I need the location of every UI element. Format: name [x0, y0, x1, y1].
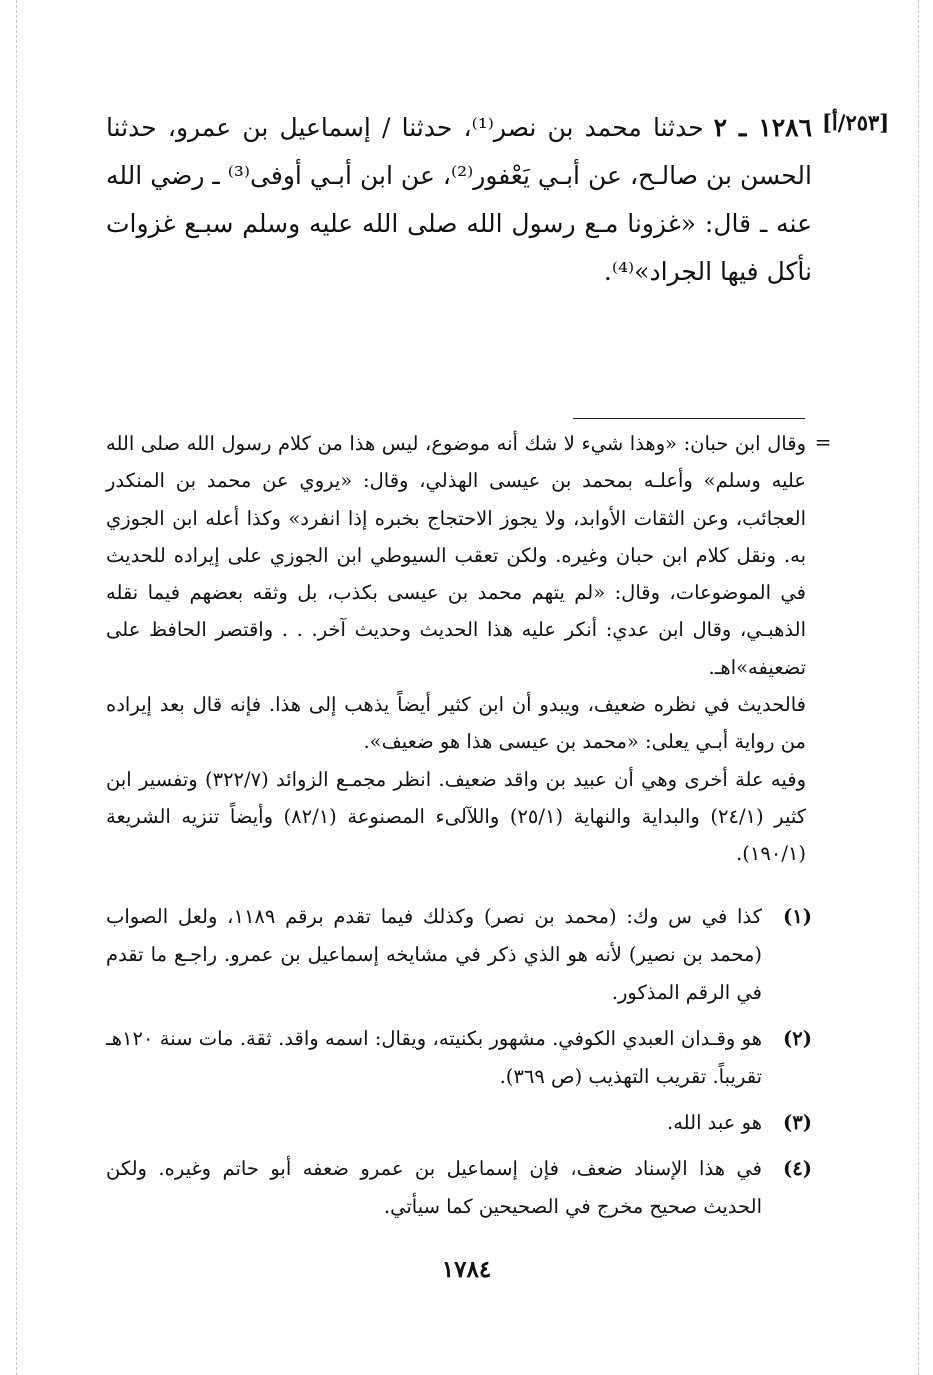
manuscript-page-reference: [٢٥٣/أ]	[822, 110, 890, 135]
footnote-text: هو عبد الله.	[667, 1111, 762, 1134]
continued-footnote	[106, 425, 806, 873]
footnote-number: (٣)	[783, 1111, 812, 1134]
page-edge-right	[918, 0, 919, 1375]
footnote-text: في هذا الإسناد ضعف، فإن إسماعيل بن عمرو ضعفه أبو حاتم وغيره. ولكن الحديث صحيح مخرج في الصحيحين كما سيأتي.	[106, 1157, 762, 1218]
footnote-number: (٤)	[783, 1157, 812, 1180]
continuation-mark: =	[814, 430, 832, 454]
footnote-item	[106, 898, 812, 1012]
footnote-number: (٢)	[783, 1027, 812, 1050]
footnote-item	[106, 1020, 812, 1096]
page-edge-left	[16, 0, 17, 1375]
continued-footnote-paragraph: فالحديث في نظره ضعيف، ويبدو أن ابن كثير أيضاً يذهب إلى هذا. فإنه قال بعد إيراده من رواية أبـي يعلى: «محمد بن عيسى هذا هو ضعيف».	[106, 693, 806, 754]
footnote-item	[106, 1150, 812, 1226]
continued-footnote-paragraph: وفيه علة أخرى وهي أن عبيد بن واقد ضعيف. انظر مجمـع الزوائد (٣٢٢/٧) وتفسير ابن كثير (٢٤/١) والبداية والنهاية (٢٥/١) واللآلىء المصنوعة (٨٢/١) وأيضاً تنزيه الشريعة (١٩٠/١).	[106, 767, 806, 866]
page-number: ١٧٨٤	[441, 1256, 492, 1283]
hadith-text: حدثنا محمد بن نصر⁽¹⁾، حدثنا / إسماعيل بن عمرو، حدثنا الحسن بن صالـح، عن أبـي يَعْفور⁽²⁾، عن ابن أبـي أوفى⁽³⁾ ـ رضي الله عنه ـ قال: «غزونا مـع رسول الله صلى الله عليه وسلم سبـع غزوات نأكل فيها الجراد»⁽⁴⁾.	[106, 113, 812, 286]
footnote-text: كذا في س وك: (محمد بن نصر) وكذلك فيما تقدم برقم ١١٨٩، ولعل الصواب (محمد بن نصير) لأنه هو الذي ذكر في مشايخه إسماعيل بن عمرو. راجـع ما تقدم في الرقم المذكور.	[106, 905, 762, 1004]
footnote-text: هو وقـدان العبدي الكوفي. مشهور بكنيته، ويقال: اسمه واقد. ثقة. مات سنة ١٢٠هـ تقريباً. تقريب التهذيب (ص ٣٦٩).	[106, 1027, 762, 1088]
footnotes	[106, 898, 812, 1234]
continued-footnote-paragraph: وقال ابن حبان: «وهذا شيء لا شك أنه موضوع، ليس هذا من كلام رسول الله صلى الله عليه وسلم» وأعلـه بمحمد بن عيسى الهذلي، وقال: «يروي عن محمد بن المنكدر العجائب، وعن الثقات الأوابد، ولا يجوز الاحتجاج بخبره إذا انفرد» وكذا أعله ابن الجوزي به. ونقل كلام ابن حبان وغيره. ولكن تعقب السيوطي ابن الجوزي على إيراده للحديث في الموضوعات، وقال: «لم يتهم محمد بن عيسى بكذب، بل وثقه بعضهم فيما نقله الذهبـي، وقال ابن عدي: أنكر عليه هذا الحديث وحديث آخر. . . واقتصر الحافظ على تضعيفه»اهـ.	[106, 432, 806, 679]
hadith-number: ١٢٨٦ ـ ٢	[713, 113, 813, 142]
footnote-separator	[573, 418, 805, 419]
footnote-number: (١)	[783, 905, 812, 928]
hadith-paragraph	[106, 104, 812, 296]
footnote-item	[106, 1104, 812, 1142]
